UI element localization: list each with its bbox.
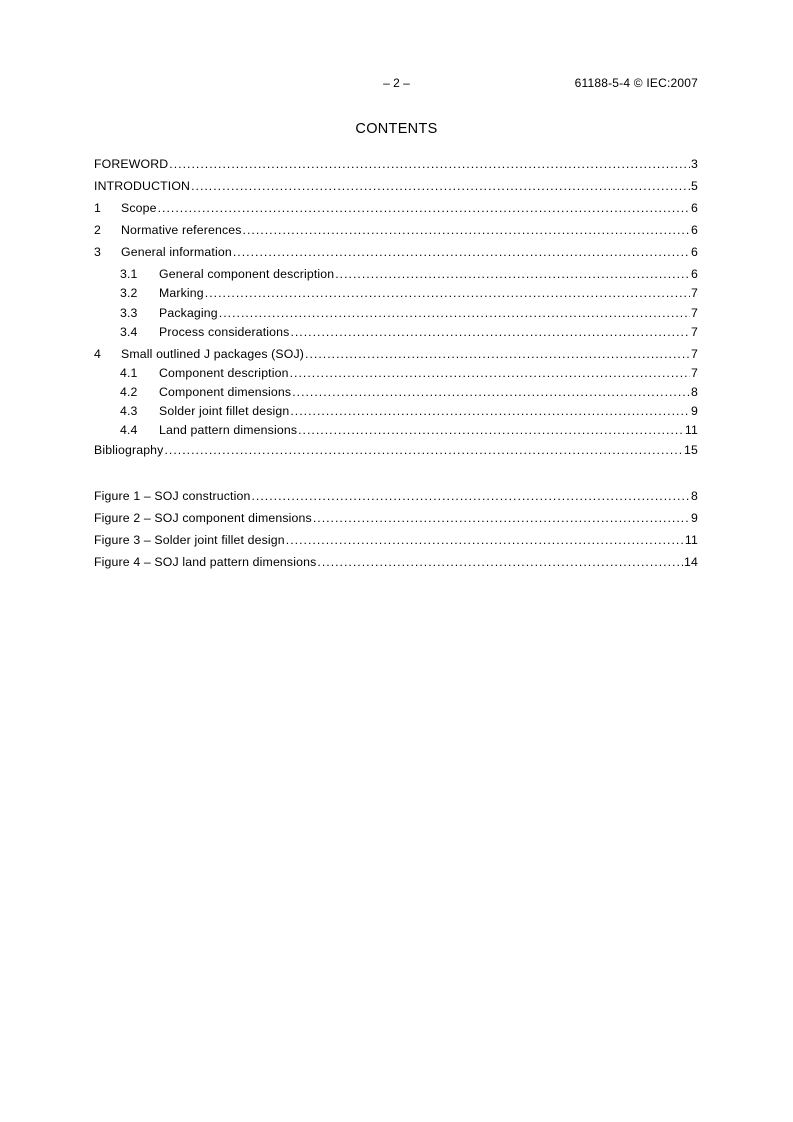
toc-label: INTRODUCTION xyxy=(94,179,191,193)
leader-dots xyxy=(313,511,690,525)
toc-page: 5 xyxy=(691,179,698,193)
toc-label: FOREWORD xyxy=(94,157,169,171)
toc-page: 8 xyxy=(691,385,698,399)
toc-entry-general-component-description[interactable] xyxy=(94,259,698,281)
toc-page: 6 xyxy=(691,223,698,237)
toc-entry-bibliography[interactable] xyxy=(94,437,698,457)
toc-number: 3.2 xyxy=(120,286,138,300)
figure-label: Figure 2 – SOJ component dimensions xyxy=(94,511,312,525)
toc-label: Normative references xyxy=(121,223,242,237)
toc-page: 7 xyxy=(691,347,698,361)
figure-label: Figure 3 – Solder joint fillet design xyxy=(94,533,285,547)
toc-label: Scope xyxy=(121,201,157,215)
toc-entry-introduction[interactable] xyxy=(94,171,698,193)
toc-entry-normative-references[interactable] xyxy=(94,215,698,237)
leader-dots xyxy=(191,179,690,193)
toc-label: Component dimensions xyxy=(159,385,292,399)
toc-number: 2 xyxy=(94,223,101,237)
toc-page: 7 xyxy=(691,366,698,380)
leader-dots xyxy=(219,306,690,320)
leader-dots xyxy=(292,385,690,399)
toc-number: 4 xyxy=(94,347,101,361)
toc-label: Component description xyxy=(159,366,289,380)
toc-label: General information xyxy=(121,245,232,259)
toc-entry-solder-joint-fillet-design[interactable] xyxy=(94,399,698,418)
toc-number: 4.2 xyxy=(120,385,138,399)
toc-page: 9 xyxy=(691,404,698,418)
toc-entry-component-dimensions[interactable] xyxy=(94,380,698,399)
toc-label: General component description xyxy=(159,267,335,281)
figure-page: 11 xyxy=(684,533,698,547)
toc-number: 4.3 xyxy=(120,404,138,418)
toc-entry-component-description[interactable] xyxy=(94,361,698,380)
toc-entry-land-pattern-dimensions[interactable] xyxy=(94,418,698,437)
toc-page: 6 xyxy=(691,201,698,215)
table-of-contents xyxy=(94,149,698,569)
leader-dots xyxy=(164,443,683,457)
toc-entry-soj-packages[interactable] xyxy=(94,339,698,361)
toc-number: 4.4 xyxy=(120,423,138,437)
toc-entry-process-considerations[interactable] xyxy=(94,320,698,339)
figure-label: Figure 1 – SOJ construction xyxy=(94,489,251,503)
figure-label: Figure 4 – SOJ land pattern dimensions xyxy=(94,555,317,569)
toc-number: 4.1 xyxy=(120,366,138,380)
leader-dots xyxy=(290,366,690,380)
toc-label: Bibliography xyxy=(94,443,164,457)
figure-entry-4[interactable] xyxy=(94,547,698,569)
leader-dots xyxy=(158,201,690,215)
toc-label: Process considerations xyxy=(159,325,290,339)
toc-page: 6 xyxy=(691,245,698,259)
toc-entry-foreword[interactable] xyxy=(94,149,698,171)
spacer xyxy=(94,457,698,481)
leader-dots xyxy=(243,223,690,237)
figure-entry-2[interactable] xyxy=(94,503,698,525)
toc-number: 3.3 xyxy=(120,306,138,320)
figure-entry-1[interactable] xyxy=(94,481,698,503)
figure-page: 9 xyxy=(691,511,698,525)
leader-dots xyxy=(290,404,690,418)
leader-dots xyxy=(169,157,690,171)
toc-number: 1 xyxy=(94,201,101,215)
toc-number: 3 xyxy=(94,245,101,259)
toc-page: 11 xyxy=(684,423,698,437)
toc-page: 15 xyxy=(684,443,698,457)
toc-page: 7 xyxy=(691,325,698,339)
figure-page: 8 xyxy=(691,489,698,503)
toc-label: Marking xyxy=(159,286,204,300)
toc-label: Land pattern dimensions xyxy=(159,423,298,437)
document-reference: 61188-5-4 © IEC:2007 xyxy=(574,76,698,90)
leader-dots xyxy=(317,555,683,569)
figure-page: 14 xyxy=(684,555,698,569)
toc-entry-packaging[interactable] xyxy=(94,300,698,320)
toc-number: 3.1 xyxy=(120,267,138,281)
toc-page: 7 xyxy=(691,286,698,300)
toc-label: Small outlined J packages (SOJ) xyxy=(121,347,305,361)
leader-dots xyxy=(251,489,690,503)
leader-dots xyxy=(205,286,690,300)
leader-dots xyxy=(298,423,684,437)
leader-dots xyxy=(290,325,690,339)
toc-label: Solder joint fillet design xyxy=(159,404,290,418)
figure-entry-3[interactable] xyxy=(94,525,698,547)
toc-page: 7 xyxy=(691,306,698,320)
leader-dots xyxy=(233,245,690,259)
toc-entry-scope[interactable] xyxy=(94,193,698,215)
toc-entry-general-information[interactable] xyxy=(94,237,698,259)
toc-page: 3 xyxy=(691,157,698,171)
leader-dots xyxy=(335,267,690,281)
toc-number: 3.4 xyxy=(120,325,138,339)
contents-title: CONTENTS xyxy=(355,121,438,137)
leader-dots xyxy=(286,533,684,547)
toc-label: Packaging xyxy=(159,306,218,320)
toc-entry-marking[interactable] xyxy=(94,281,698,300)
page-number: – 2 – xyxy=(383,76,410,90)
leader-dots xyxy=(305,347,690,361)
toc-page: 6 xyxy=(691,267,698,281)
